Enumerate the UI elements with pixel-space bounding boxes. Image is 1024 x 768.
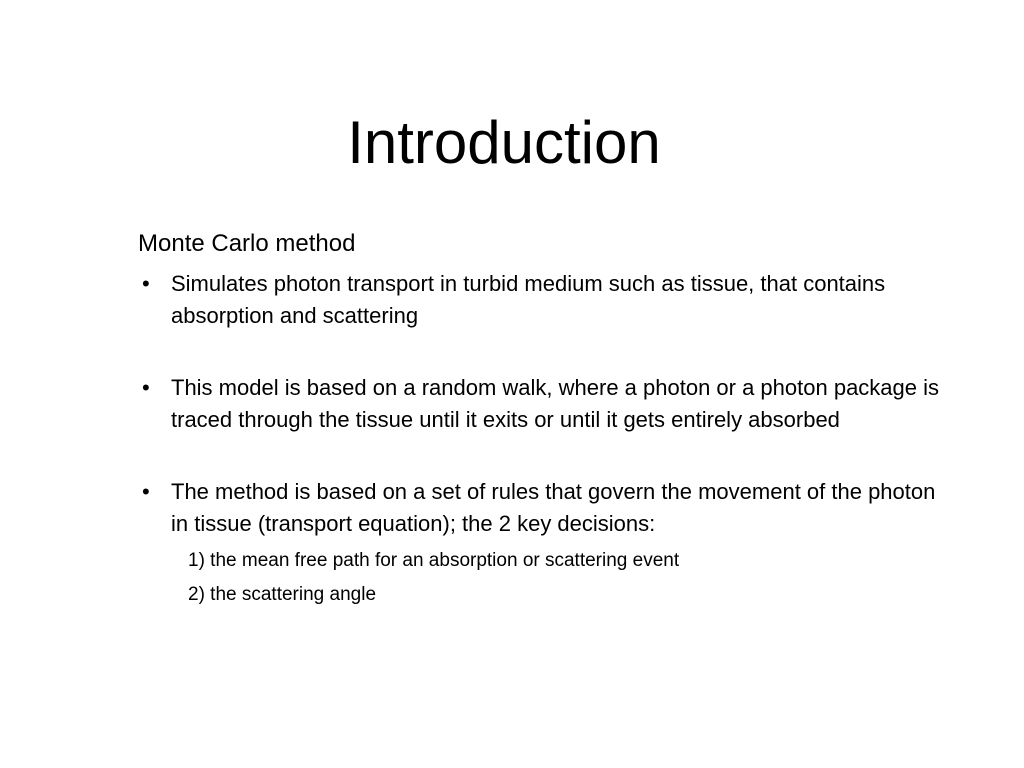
- bullet-dot-icon: •: [142, 375, 150, 400]
- sub-item-2: 2) the scattering angle: [188, 584, 377, 605]
- bullet-text: Simulates photon transport in turbid medium such as tissue, that contains absorption and scattering: [171, 271, 886, 328]
- slide-title: Introduction: [347, 109, 661, 176]
- bullet-item-3: [138, 476, 958, 612]
- bullet-list: [138, 268, 958, 612]
- bullet-text: This model is based on a random walk, where a photon or a photon package is traced through the tissue until it exits or until it gets entirely absorbed: [171, 375, 940, 432]
- slide-content: [138, 228, 958, 612]
- sub-item-1: 1) the mean free path for an absorption or scattering event: [188, 550, 680, 571]
- bullet-item-1: [138, 268, 958, 332]
- sub-item-list: [188, 544, 958, 612]
- bullet-dot-icon: •: [142, 479, 150, 504]
- bullet-item-2: [138, 372, 958, 436]
- bullet-text: The method is based on a set of rules that govern the movement of the photon in tissue (transport equation); the 2 key decisions:: [171, 479, 936, 536]
- section-heading: Monte Carlo method: [138, 230, 356, 257]
- bullet-dot-icon: •: [142, 271, 150, 296]
